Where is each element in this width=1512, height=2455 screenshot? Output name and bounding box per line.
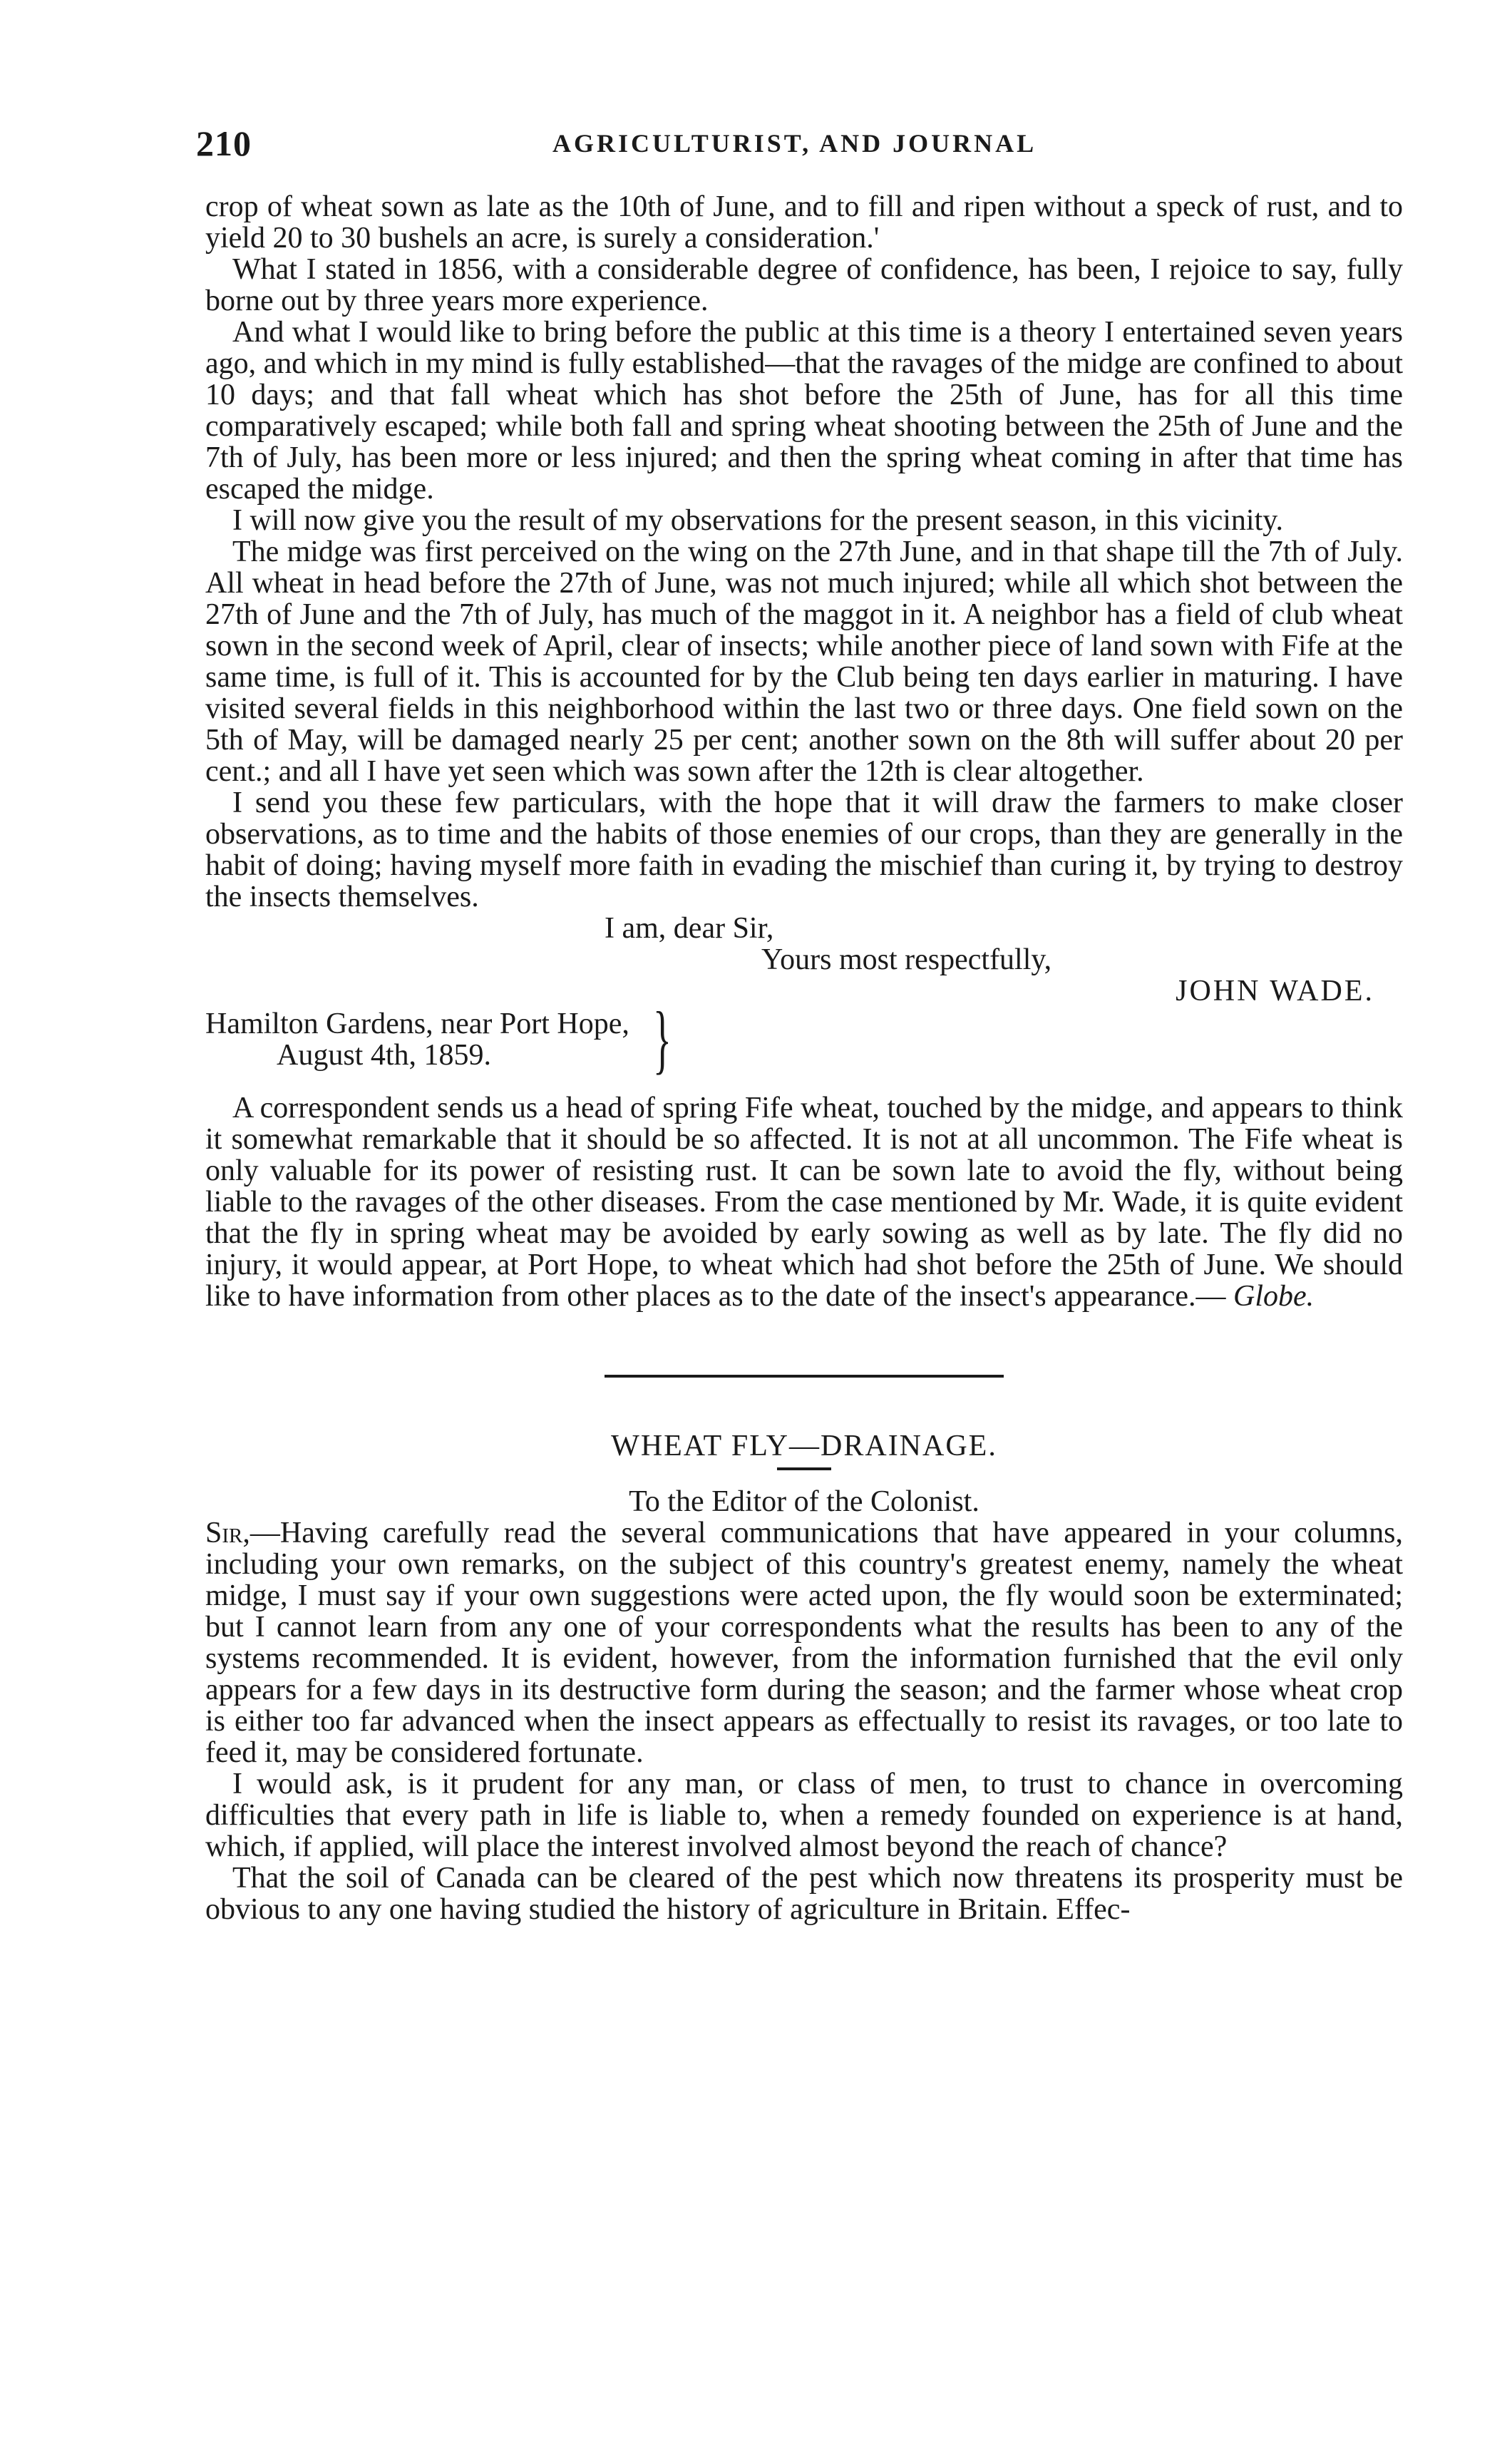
section-divider bbox=[605, 1375, 1004, 1378]
dateline-text bbox=[205, 1008, 629, 1071]
page-header bbox=[196, 123, 1394, 173]
letter-paragraph-1: crop of wheat sown as late as the 10th of June, and to fill and ripen without a speck of rust, and to yield 20 to 30 bushels an acre, is surely a consideration.' bbox=[205, 190, 1403, 255]
running-title: AGRICULTURIST, AND JOURNAL bbox=[552, 129, 1037, 158]
article-paragraph-3: That the soil of Canada can be cleared of the pest which now threatens its prosperity must be obvious to any one having studied the history of agriculture in Britain. Effec- bbox=[205, 1862, 1403, 1926]
editorial-note-text: A correspondent sends us a head of spring Fife wheat, touched by the midge, and appears to think it somewhat remarkable that it should be so affected. It is not at all uncommon. The Fife wheat is only valuable for its power of resisting rust. It can be sown late to avoid the fly, without being liable to the ravages of the other diseases. From the case mentioned by Mr. Wade, it is quite evident that the fly in spring wheat may be avoided by early sowing as well as by late. The fly did no injury, it would appear, at Port Hope, to wheat which had shot before the 25th of June. We should like to have information from other places as to the date of the insect's appearance.— bbox=[205, 1092, 1403, 1313]
letter-paragraph-5: The midge was first perceived on the wing on the 27th June, and in that shape till the 7th of July. All wheat in head before the 27th of June, was not much injured; while all which shot between the 27th of June and the 7th of July, has much of the maggot in it. A neighbor has a field of club wheat sown in the second week of April, clear of insects; while another piece of land sown with Fife at the same time, is full of it. This is accounted for by the Club being ten days earlier in maturing. I have visited several fields in this neighborhood within the last two or three days. One field sown on the 5th of May, will be damaged nearly 25 per cent; another sown on the 8th will suffer about 20 per cent.; and all I have yet seen which was sown after the 12th is clear altogether. bbox=[205, 535, 1403, 788]
article-paragraph-1 bbox=[205, 1517, 1403, 1768]
letter-paragraph-3: And what I would like to bring before the public at this time is a theory I entertained seven years ago, and which in my mind is fully established—that the ravages of the midge are confined to about 10 days; and that fall wheat which has shot before the 25th of June, has for all this time comparatively escaped; while both fall and spring wheat shooting between the 25th of June and the 7th of July, has been more or less injured; and then the spring wheat coming in after that time has escaped the midge. bbox=[205, 316, 1403, 506]
article-paragraph-2: I would ask, is it prudent for any man, or class of men, to trust to chance in overcoming difficulties that every path in life is liable to, when a remedy founded on experience is at hand, which, if applied, will place the interest involved almost beyond the reach of chance? bbox=[205, 1768, 1403, 1863]
dateline-brace: } bbox=[652, 997, 672, 1082]
dateline-place: Hamilton Gardens, near Port Hope, bbox=[205, 1008, 629, 1040]
letter-dateline bbox=[205, 997, 1403, 1082]
article-subtitle: To the Editor of the Colonist. bbox=[629, 1485, 979, 1518]
letter-paragraph-2: What I stated in 1856, with a considerable degree of confidence, has been, I rejoice to say, fully borne out by three years more experience. bbox=[205, 253, 1403, 317]
title-underline bbox=[777, 1467, 831, 1470]
letter-paragraph-6: I send you these few particulars, with the hope that it will draw the farmers to make closer observations, as to time and the habits of those enemies of our crops, than they are generally in the habit of doing; having myself more faith in evading the mischief than curing it, by trying to destroy the insects themselves. bbox=[205, 786, 1403, 913]
dateline-date: August 4th, 1859. bbox=[277, 1039, 492, 1072]
letter-closing-valediction: Yours most respectfully, bbox=[761, 943, 1052, 976]
article-salutation: Sir, bbox=[205, 1517, 250, 1549]
letter-paragraph-4: I will now give you the result of my observations for the present season, in this vicinity. bbox=[232, 504, 1284, 537]
page-number: 210 bbox=[196, 123, 252, 163]
article-title: WHEAT FLY—DRAINAGE. bbox=[611, 1430, 997, 1462]
page-body bbox=[205, 191, 1403, 1925]
article-paragraph-1-text: —Having carefully read the several communications that have appeared in your columns, including your own remarks, on the subject of this country's greatest enemy, namely the wheat midge, I must say if your own suggestions were acted upon, the fly would soon be exterminated; but I cannot learn from any one of your correspondents what the results has been to any of the systems recommended. It is evident, however, from the information furnished that the evil only appears for a few days in its destructive form during the season; and the farmer whose wheat crop is either too far advanced when the insect appears as effectually to resist its ravages, or too late to feed it, may be considered fortunate. bbox=[205, 1517, 1403, 1769]
letter-closing-salutation: I am, dear Sir, bbox=[605, 912, 774, 945]
editorial-source: Globe. bbox=[1233, 1280, 1315, 1313]
editorial-note bbox=[205, 1092, 1403, 1312]
letter-signature: JOHN WADE. bbox=[1176, 975, 1374, 1008]
